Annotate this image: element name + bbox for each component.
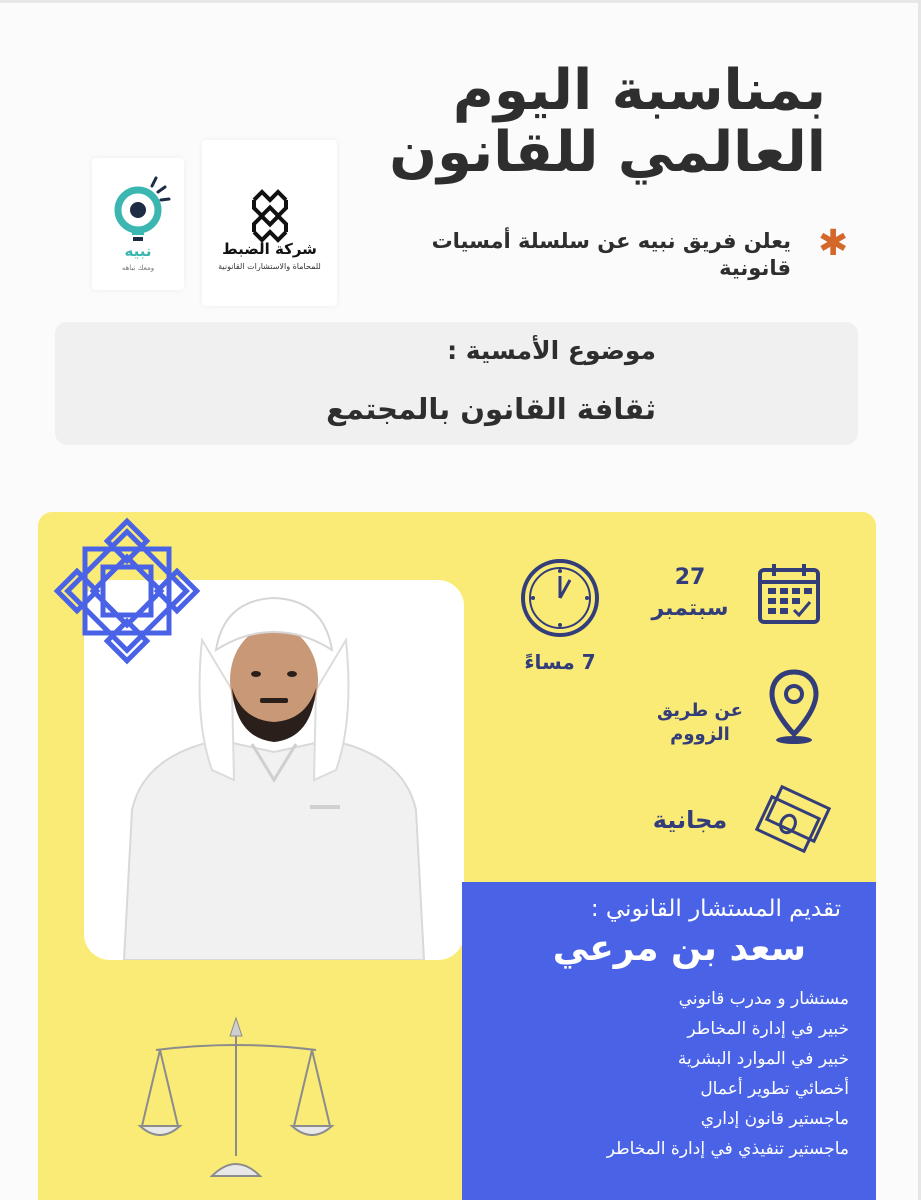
page-title — [366, 60, 826, 184]
clock-icon — [518, 556, 602, 640]
bio-item: ماجستير تنفيذي في إدارة المخاطر — [606, 1139, 849, 1159]
presenter-name: سعد بن مرعي — [552, 928, 806, 969]
aldabt-logo-name: شركة الضبط — [222, 240, 317, 258]
aldabt-logo-subtitle: للمحاماة والاستشارات القانونية — [218, 262, 321, 271]
nabeeh-logo-tagline: ومعك نباهه — [121, 264, 155, 272]
presenter-bio — [489, 984, 849, 1164]
money-icon — [752, 782, 832, 862]
title-line-1: بمناسبة اليوم — [452, 58, 826, 123]
location-pin-icon — [766, 668, 822, 746]
calendar-icon — [756, 560, 822, 626]
nabeeh-logo-name: نبيه — [124, 242, 152, 260]
event-venue-line2: الزووم — [670, 724, 730, 745]
title-line-2: العالمي للقانون — [389, 120, 826, 185]
star-ornament-icon — [52, 516, 202, 666]
event-day: 27 — [674, 565, 706, 590]
event-price: مجانية — [652, 806, 728, 834]
topic-value: ثقافة القانون بالمجتمع — [326, 392, 656, 426]
bio-item: خبير في الموارد البشرية — [677, 1049, 849, 1069]
event-month: سبتمبر — [651, 596, 729, 621]
presenter-label: تقديم المستشار القانوني : — [590, 896, 841, 922]
aldabt-logo — [202, 140, 337, 306]
bio-item: ماجستير قانون إداري — [700, 1109, 849, 1129]
nabeeh-logo — [92, 158, 184, 290]
scales-of-justice-icon — [136, 1016, 336, 1186]
event-time: 7 مساءً — [524, 650, 596, 674]
bio-item: خبير في إدارة المخاطر — [687, 1019, 849, 1039]
topic-label: موضوع الأمسية : — [447, 336, 656, 365]
announcement-text: يعلن فريق نبيه عن سلسلة أمسيات قانونية — [431, 229, 791, 280]
top-border — [0, 0, 921, 3]
event-venue-line1: عن طريق — [657, 700, 743, 721]
bio-item: أخصائي تطوير أعمال — [700, 1079, 849, 1099]
bio-item: مستشار و مدرب قانوني — [678, 989, 849, 1009]
asterisk-icon: ✱ — [818, 223, 849, 264]
